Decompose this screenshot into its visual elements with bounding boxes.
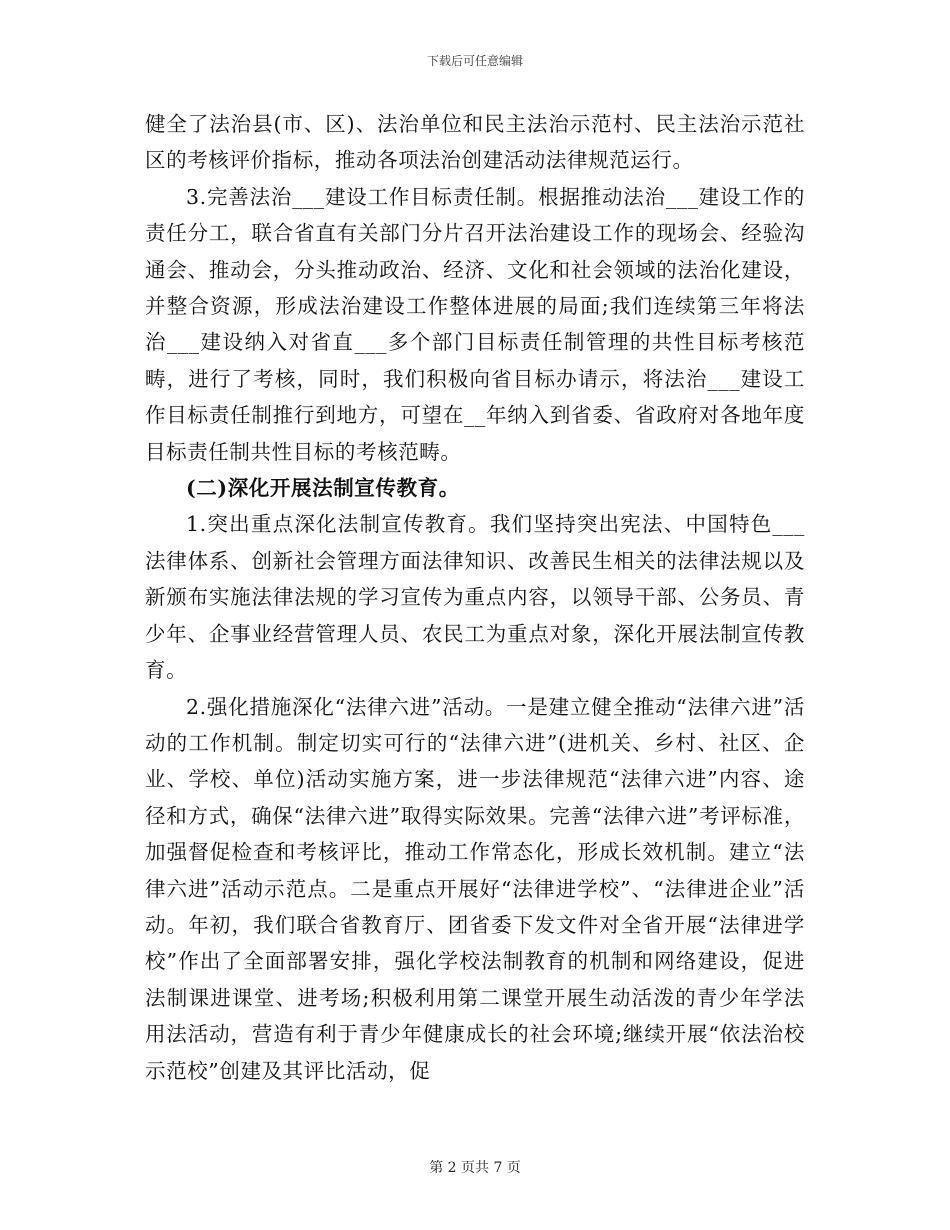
page-header: 下载后可任意编辑	[426, 54, 523, 68]
paragraph-item-1: 1.突出重点深化法制宣传教育。我们坚持突出宪法、中国特色___法律体系、创新社会管理方面法律知识、改善民生相关的法律法规以及新颁布实施法律法规的学习宣传为重点内容，以领导干部、公务员、青少年、企事业经营管理人员、农民工为重点对象，深化开展法制宣传教育。	[145, 512, 805, 683]
page-footer: 第 2 页共 7 页	[429, 1160, 521, 1176]
paragraph-item-2: 2.强化措施深化“法律六进”活动。一是建立健全推动“法律六进”活动的工作机制。制定切实可行的“法律六进”(进机关、乡村、社区、企业、学校、单位)活动实施方案，进一步法律规范“法律六进”内容、途径和方式，确保“法律六进”取得实际效果。完善“法律六进”考评标准，加强督促检查和考核评比，推动工作常态化，形成长效机制。建立“法律六进”活动示范点。二是重点开展好“法律进学校”、“法律进企业”活动。年初，我们联合省教育厅、团省委下发文件对全省开展“法律进学校”作出了全面部署安排，强化学校法制教育的机制和网络建设，促进法制课进课堂、进考场;积极利用第二课堂开展生动活泼的青少年学法用法活动，营造有利于青少年健康成长的社会环境;继续开展“依法治校示范校”创建及其评比活动，促	[145, 694, 805, 1083]
section-heading: (二)深化开展法制宣传教育。	[186, 476, 460, 501]
document-body	[145, 106, 805, 1089]
paragraph-item-3: 3.完善法治___建设工作目标责任制。根据推动法治___建设工作的责任分工，联合省直有关部门分片召开法治建设工作的现场会、经验沟通会、推动会，分头推动政治、经济、文化和社会领域的法治化建设，并整合资源，形成法治建设工作整体进展的局面;我们连续第三年将法治___建设纳入对省直___多个部门目标责任制管理的共性目标考核范畴，进行了考核，同时，我们积极向省目标办请示，将法治___建设工作目标责任制推行到地方，可望在__年纳入到省委、省政府对各地年度目标责任制共性目标的考核范畴。	[145, 184, 805, 464]
paragraph-continuation: 健全了法治县(市、区)、法治单位和民主法治示范村、民主法治示范社区的考核评价指标，推动各项法治创建活动法律规范运行。	[145, 112, 805, 173]
